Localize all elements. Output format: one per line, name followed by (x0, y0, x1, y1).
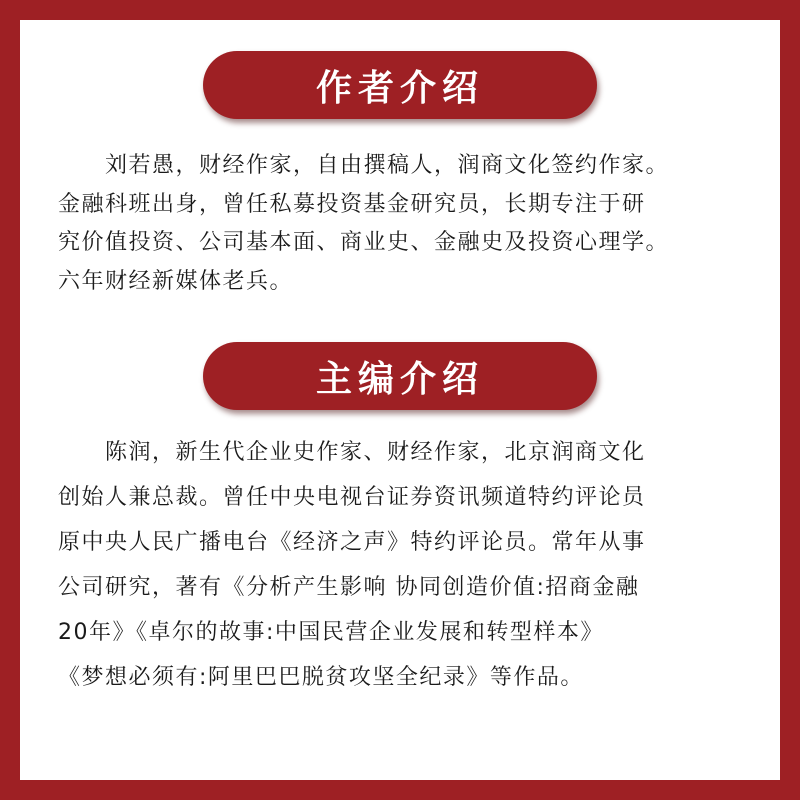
content-panel (20, 20, 780, 780)
editor-section-heading: 主编介绍 (203, 342, 597, 410)
author-bio-line: 六年财经新媒体老兵。 (58, 268, 294, 294)
author-bio-line: 金融科班出身，曾任私募投资基金研究员，长期专注于研 (58, 191, 646, 217)
editor-bio-line: 20年》《卓尔的故事:中国民营企业发展和转型样本》 (58, 620, 604, 645)
editor-bio-line: 创始人兼总裁。曾任中央电视台证券资讯频道特约评论员 (58, 485, 646, 510)
author-section-heading: 作者介绍 (203, 51, 597, 119)
editor-bio-line: 《梦想必须有:阿里巴巴脱贫攻坚全纪录》等作品。 (58, 665, 584, 690)
editor-bio-line: 陈润，新生代企业史作家、财经作家，北京润商文化 (58, 440, 646, 465)
author-bio (58, 147, 778, 301)
editor-bio-line: 公司研究，著有《分析产生影响 协同创造价值:招商金融 (58, 575, 640, 600)
author-bio-line: 刘若愚，财经作家，自由撰稿人，润商文化签约作家。 (58, 153, 670, 178)
editor-bio (58, 430, 778, 700)
author-bio-line: 究价值投资、公司基本面、商业史、金融史及投资心理学。 (58, 230, 670, 255)
editor-bio-line: 原中央人民广播电台《经济之声》特约评论员。常年从事 (58, 530, 646, 555)
